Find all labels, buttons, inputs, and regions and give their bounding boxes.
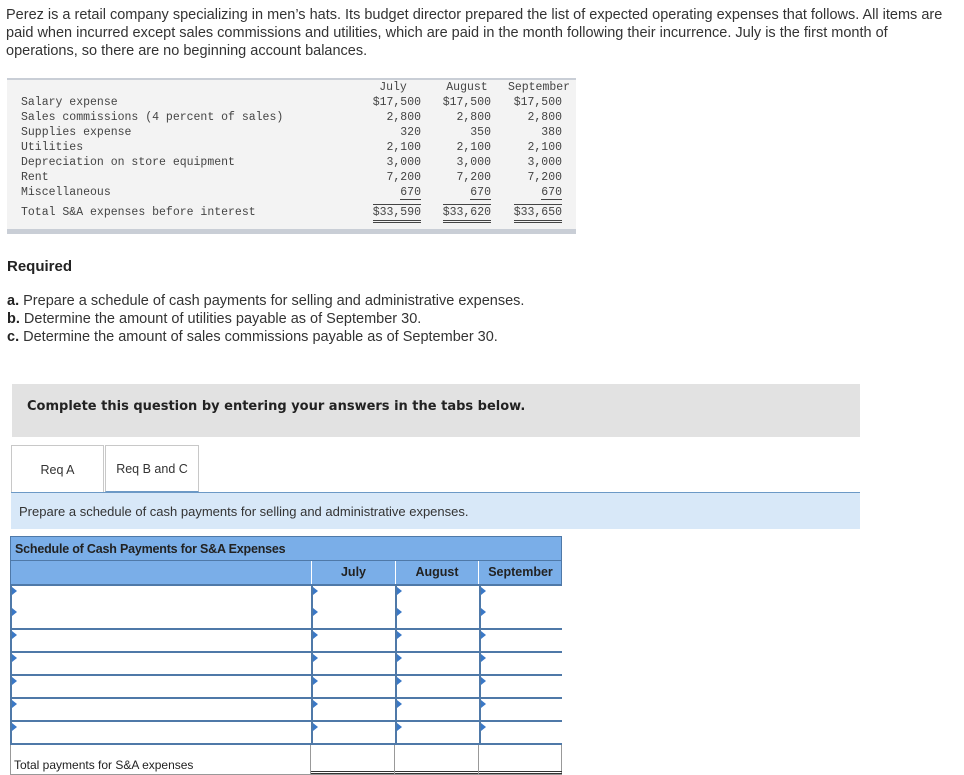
expense-row: [7, 95, 576, 110]
dropdown-arrow-icon: [481, 723, 486, 731]
complete-banner: [12, 384, 860, 437]
expense-label: Utilities: [21, 141, 84, 154]
item-label-dropdown[interactable]: [12, 699, 311, 720]
expense-label: Rent: [21, 171, 49, 184]
expense-value: 2,800: [456, 111, 491, 124]
august-amount-input[interactable]: [395, 607, 479, 628]
september-amount-input[interactable]: [479, 676, 562, 697]
expense-total-row: [7, 205, 576, 223]
schedule-input-row: [10, 584, 562, 607]
item-label-dropdown[interactable]: [12, 607, 311, 628]
tab-instruction-text: Prepare a schedule of cash payments for selling and administrative expenses.: [19, 504, 469, 519]
dropdown-arrow-icon: [397, 608, 402, 616]
total-august-input[interactable]: [394, 745, 478, 774]
july-amount-input[interactable]: [311, 630, 395, 651]
dropdown-arrow-icon: [313, 654, 318, 662]
expense-total-value: $33,590: [373, 204, 421, 223]
july-amount-input[interactable]: [311, 722, 395, 743]
schedule-total-row: [10, 745, 562, 775]
july-amount-input[interactable]: [311, 676, 395, 697]
expense-value: $17,500: [513, 96, 562, 109]
expense-value: 2,100: [386, 141, 421, 154]
schedule-col-august: August: [395, 561, 478, 584]
schedule-title-bar: [10, 536, 562, 561]
august-amount-input[interactable]: [395, 630, 479, 651]
schedule-input-row: [10, 653, 562, 676]
expense-label: Sales commissions (4 percent of sales): [21, 111, 284, 124]
expense-value: 7,200: [456, 171, 491, 184]
dropdown-arrow-icon: [397, 587, 402, 595]
dropdown-arrow-icon: [313, 700, 318, 708]
september-amount-input[interactable]: [479, 630, 562, 651]
september-amount-input[interactable]: [479, 699, 562, 720]
item-label-dropdown[interactable]: [12, 722, 311, 743]
schedule-header-row: [10, 561, 562, 584]
required-item: b. Determine the amount of utilities payable as of September 30.: [7, 311, 422, 327]
expense-row: [7, 185, 576, 200]
expense-row: [7, 155, 576, 170]
total-september-input[interactable]: [478, 745, 562, 774]
item-label-dropdown[interactable]: [12, 586, 311, 607]
expense-header-row: [7, 80, 576, 95]
required-item: c. Determine the amount of sales commissions payable as of September 30.: [7, 329, 498, 345]
month-header: September: [507, 81, 571, 94]
schedule-title: Schedule of Cash Payments for S&A Expenses: [15, 542, 286, 556]
dropdown-arrow-icon: [12, 700, 17, 708]
schedule-col-september: September: [478, 561, 562, 584]
complete-banner-text: Complete this question by entering your answers in the tabs below.: [27, 399, 526, 414]
expense-label: Depreciation on store equipment: [21, 156, 235, 169]
tab-req-b-and-c[interactable]: Req B and C: [105, 445, 199, 492]
expense-value: $17,500: [372, 96, 421, 109]
dropdown-arrow-icon: [397, 700, 402, 708]
dropdown-arrow-icon: [481, 677, 486, 685]
dropdown-arrow-icon: [397, 677, 402, 685]
schedule-input-row: [10, 630, 562, 653]
expense-label: Salary expense: [21, 96, 118, 109]
expense-value: 3,000: [386, 156, 421, 169]
july-amount-input[interactable]: [311, 653, 395, 674]
month-header: August: [446, 81, 488, 94]
dropdown-arrow-icon: [12, 608, 17, 616]
september-amount-input[interactable]: [479, 586, 562, 607]
tab-instruction: [11, 493, 860, 529]
expense-label: Miscellaneous: [21, 186, 111, 199]
dropdown-arrow-icon: [12, 654, 17, 662]
dropdown-arrow-icon: [481, 608, 486, 616]
expense-row: [7, 170, 576, 185]
dropdown-arrow-icon: [313, 608, 318, 616]
expense-value: 380: [541, 126, 562, 139]
dropdown-arrow-icon: [12, 631, 17, 639]
expense-value: 350: [470, 126, 491, 139]
expense-value: 670: [470, 186, 491, 199]
dropdown-arrow-icon: [481, 700, 486, 708]
item-label-dropdown[interactable]: [12, 676, 311, 697]
expense-value: 2,100: [527, 141, 562, 154]
dropdown-arrow-icon: [397, 631, 402, 639]
expense-value: 7,200: [527, 171, 562, 184]
total-july-input[interactable]: [310, 745, 394, 774]
dropdown-arrow-icon: [481, 587, 486, 595]
dropdown-arrow-icon: [397, 654, 402, 662]
item-label-dropdown[interactable]: [12, 653, 311, 674]
expense-value: 2,100: [456, 141, 491, 154]
expense-total-label: Total S&A expenses before interest: [21, 206, 256, 219]
dropdown-arrow-icon: [12, 723, 17, 731]
expense-value: 670: [541, 186, 562, 199]
expense-value: 7,200: [386, 171, 421, 184]
schedule-input-row: [10, 676, 562, 699]
dropdown-arrow-icon: [481, 654, 486, 662]
august-amount-input[interactable]: [395, 722, 479, 743]
expense-row: [7, 125, 576, 140]
september-amount-input[interactable]: [479, 607, 562, 628]
dropdown-arrow-icon: [313, 631, 318, 639]
expense-value: $17,500: [442, 96, 491, 109]
august-amount-input[interactable]: [395, 586, 479, 607]
expense-value: 3,000: [456, 156, 491, 169]
expense-table: [7, 78, 576, 234]
august-amount-input[interactable]: [395, 653, 479, 674]
august-amount-input[interactable]: [395, 699, 479, 720]
schedule-input-row: [10, 607, 562, 630]
required-list: [7, 292, 524, 346]
expense-value: 320: [400, 126, 421, 139]
cash-payments-schedule: [10, 536, 562, 775]
july-amount-input[interactable]: [311, 699, 395, 720]
expense-row: [7, 110, 576, 125]
required-heading: Required: [7, 258, 73, 275]
expense-value: 670: [400, 186, 421, 199]
expense-value: 3,000: [527, 156, 562, 169]
expense-total-value: $33,620: [443, 204, 491, 223]
september-amount-input[interactable]: [479, 722, 562, 743]
expense-label: Supplies expense: [21, 126, 132, 139]
schedule-total-label: Total payments for S&A expenses: [14, 758, 194, 772]
dropdown-arrow-icon: [313, 677, 318, 685]
july-amount-input[interactable]: [311, 607, 395, 628]
dropdown-arrow-icon: [12, 587, 17, 595]
tab-req-a[interactable]: Req A: [11, 445, 104, 493]
schedule-col-july: July: [311, 561, 395, 584]
dropdown-arrow-icon: [397, 723, 402, 731]
dropdown-arrow-icon: [481, 631, 486, 639]
month-header: July: [379, 81, 407, 94]
schedule-input-row: [10, 699, 562, 722]
expense-value: 2,800: [386, 111, 421, 124]
expense-row: [7, 140, 576, 155]
expense-value: 2,800: [527, 111, 562, 124]
item-label-dropdown[interactable]: [12, 630, 311, 651]
august-amount-input[interactable]: [395, 676, 479, 697]
dropdown-arrow-icon: [313, 723, 318, 731]
dropdown-arrow-icon: [313, 587, 318, 595]
problem-intro: Perez is a retail company specializing in men’s hats. Its budget director prepared the list of expected operating expenses that follows. All items are paid when incurred except sales commissions and utilities, which are paid in the month following their incurrence. July is the first month of operations, so there are no beginning account balances.: [6, 7, 943, 59]
schedule-input-row: [10, 722, 562, 745]
july-amount-input[interactable]: [311, 586, 395, 607]
dropdown-arrow-icon: [12, 677, 17, 685]
required-item: a. Prepare a schedule of cash payments for selling and administrative expenses.: [7, 293, 525, 309]
september-amount-input[interactable]: [479, 653, 562, 674]
expense-total-value: $33,650: [514, 204, 562, 223]
